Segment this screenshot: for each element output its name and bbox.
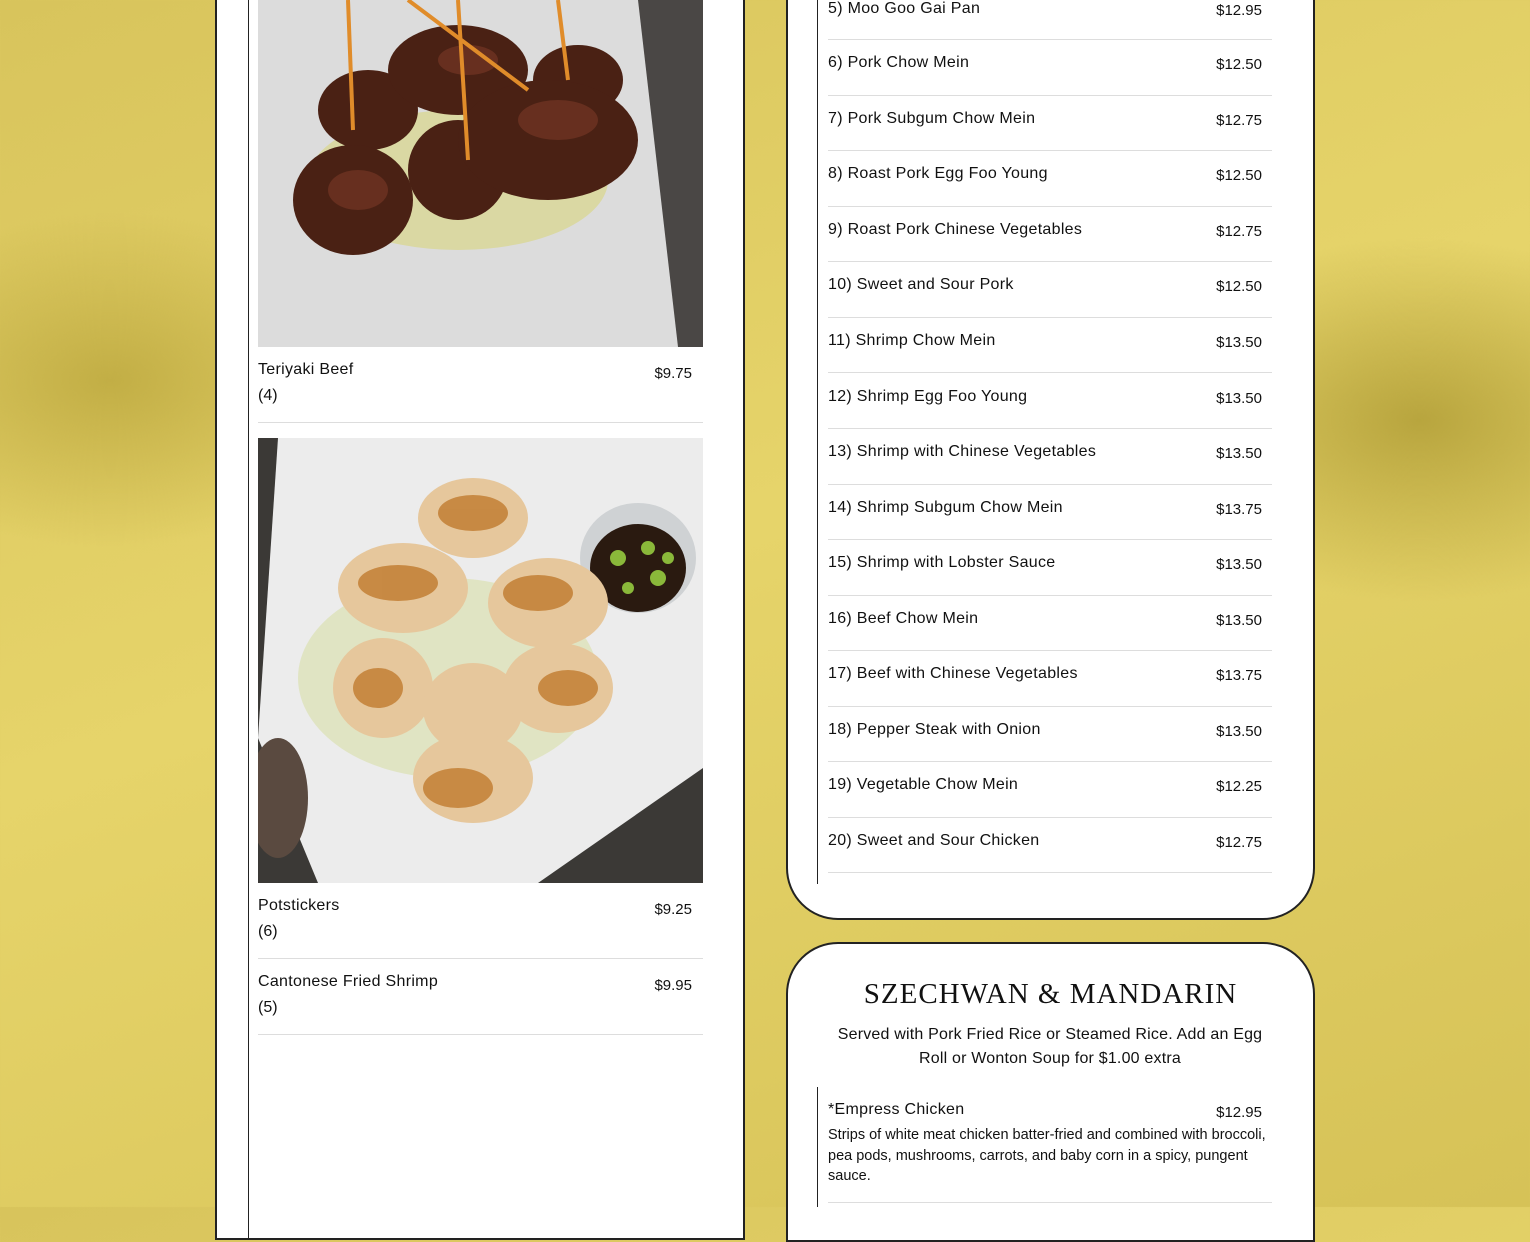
menu-item-name: 18) Pepper Steak with Onion — [828, 721, 1041, 738]
menu-item-price: $13.50 — [1216, 612, 1262, 629]
menu-item-name: 11) Shrimp Chow Mein — [828, 332, 996, 349]
menu-row — [828, 110, 1272, 151]
divider — [258, 958, 703, 959]
teriyaki-beef-photo — [258, 0, 703, 347]
menu-item-name: 14) Shrimp Subgum Chow Mein — [828, 499, 1063, 516]
menu-row — [828, 221, 1272, 262]
menu-row — [828, 499, 1272, 540]
menu-item-name: 8) Roast Pork Egg Foo Young — [828, 165, 1048, 182]
menu-item-price: $13.75 — [1216, 667, 1262, 684]
menu-item-name: 13) Shrimp with Chinese Vegetables — [828, 443, 1097, 460]
menu-row — [828, 721, 1272, 762]
menu-item-price: $12.25 — [1216, 778, 1262, 795]
menu-row — [828, 776, 1272, 818]
menu-row — [828, 832, 1272, 873]
menu-item-price: $12.50 — [1216, 167, 1262, 184]
menu-row — [828, 443, 1272, 485]
menu-item-price: $13.50 — [1216, 334, 1262, 351]
menu-item-price: $9.25 — [654, 901, 692, 918]
menu-item-price: $12.75 — [1216, 112, 1262, 129]
menu-row — [828, 276, 1272, 318]
menu-item-qty: (5) — [258, 999, 278, 1016]
menu-item-name: 19) Vegetable Chow Mein — [828, 776, 1019, 793]
menu-item-name: Cantonese Fried Shrimp — [258, 973, 439, 990]
menu-item-name: 20) Sweet and Sour Chicken — [828, 832, 1040, 849]
menu-item-name: 16) Beef Chow Mein — [828, 610, 979, 627]
menu-row — [828, 0, 1272, 40]
menu-item-description: Strips of white meat chicken batter-fried and combined with broccoli, pea pods, mushrooms, carrots, and baby corn in a spicy, pungent sauce. — [828, 1127, 1266, 1184]
divider — [258, 422, 703, 423]
menu-item-price: $13.75 — [1216, 501, 1262, 518]
menu-item-name: 10) Sweet and Sour Pork — [828, 276, 1014, 293]
menu-item-name: 12) Shrimp Egg Foo Young — [828, 388, 1028, 405]
menu-item-price: $13.50 — [1216, 390, 1262, 407]
menu-item-price: $12.75 — [1216, 834, 1262, 851]
menu-item-price: $12.95 — [1216, 2, 1262, 19]
menu-item-name: 17) Beef with Chinese Vegetables — [828, 665, 1078, 682]
menu-row — [828, 665, 1272, 707]
potstickers-photo — [258, 438, 703, 883]
menu-row — [828, 610, 1272, 651]
menu-item-price: $12.75 — [1216, 223, 1262, 240]
section-title: SZECHWAN & MANDARIN — [863, 978, 1238, 1010]
menu-row — [828, 165, 1272, 207]
menu-row — [828, 54, 1272, 96]
menu-item-name: Teriyaki Beef — [258, 361, 354, 378]
menu-item-name: 15) Shrimp with Lobster Sauce — [828, 554, 1056, 571]
menu-item-name: 6) Pork Chow Mein — [828, 54, 970, 71]
panel-rule — [248, 0, 249, 1238]
menu-item-qty: (4) — [258, 387, 278, 404]
divider — [258, 1034, 703, 1035]
menu-item-price: $9.95 — [654, 977, 692, 994]
menu-item-price: $13.50 — [1216, 445, 1262, 462]
menu-item-price: $12.50 — [1216, 278, 1262, 295]
menu-item-name: 7) Pork Subgum Chow Mein — [828, 110, 1036, 127]
menu-item-name: 5) Moo Goo Gai Pan — [828, 0, 981, 17]
menu-item-price: $12.50 — [1216, 56, 1262, 73]
section-subtitle: Served with Pork Fried Rice or Steamed Rice. Add an Egg Roll or Wonton Soup for $1.00 extra — [837, 1026, 1263, 1067]
menu-row — [828, 388, 1272, 429]
panel-rule — [817, 0, 818, 884]
menu-item-name: Potstickers — [258, 897, 340, 914]
menu-row — [828, 554, 1272, 596]
menu-item-price: $12.95 — [1216, 1104, 1262, 1121]
menu-item-price: $13.50 — [1216, 723, 1262, 740]
panel-rule — [817, 1087, 818, 1207]
menu-item-name: *Empress Chicken — [828, 1101, 965, 1118]
menu-item-price: $13.50 — [1216, 556, 1262, 573]
menu-item-qty: (6) — [258, 923, 278, 940]
menu-row — [828, 332, 1272, 373]
menu-item-price: $9.75 — [654, 365, 692, 382]
divider — [828, 1202, 1272, 1203]
menu-item-name: 9) Roast Pork Chinese Vegetables — [828, 221, 1083, 238]
